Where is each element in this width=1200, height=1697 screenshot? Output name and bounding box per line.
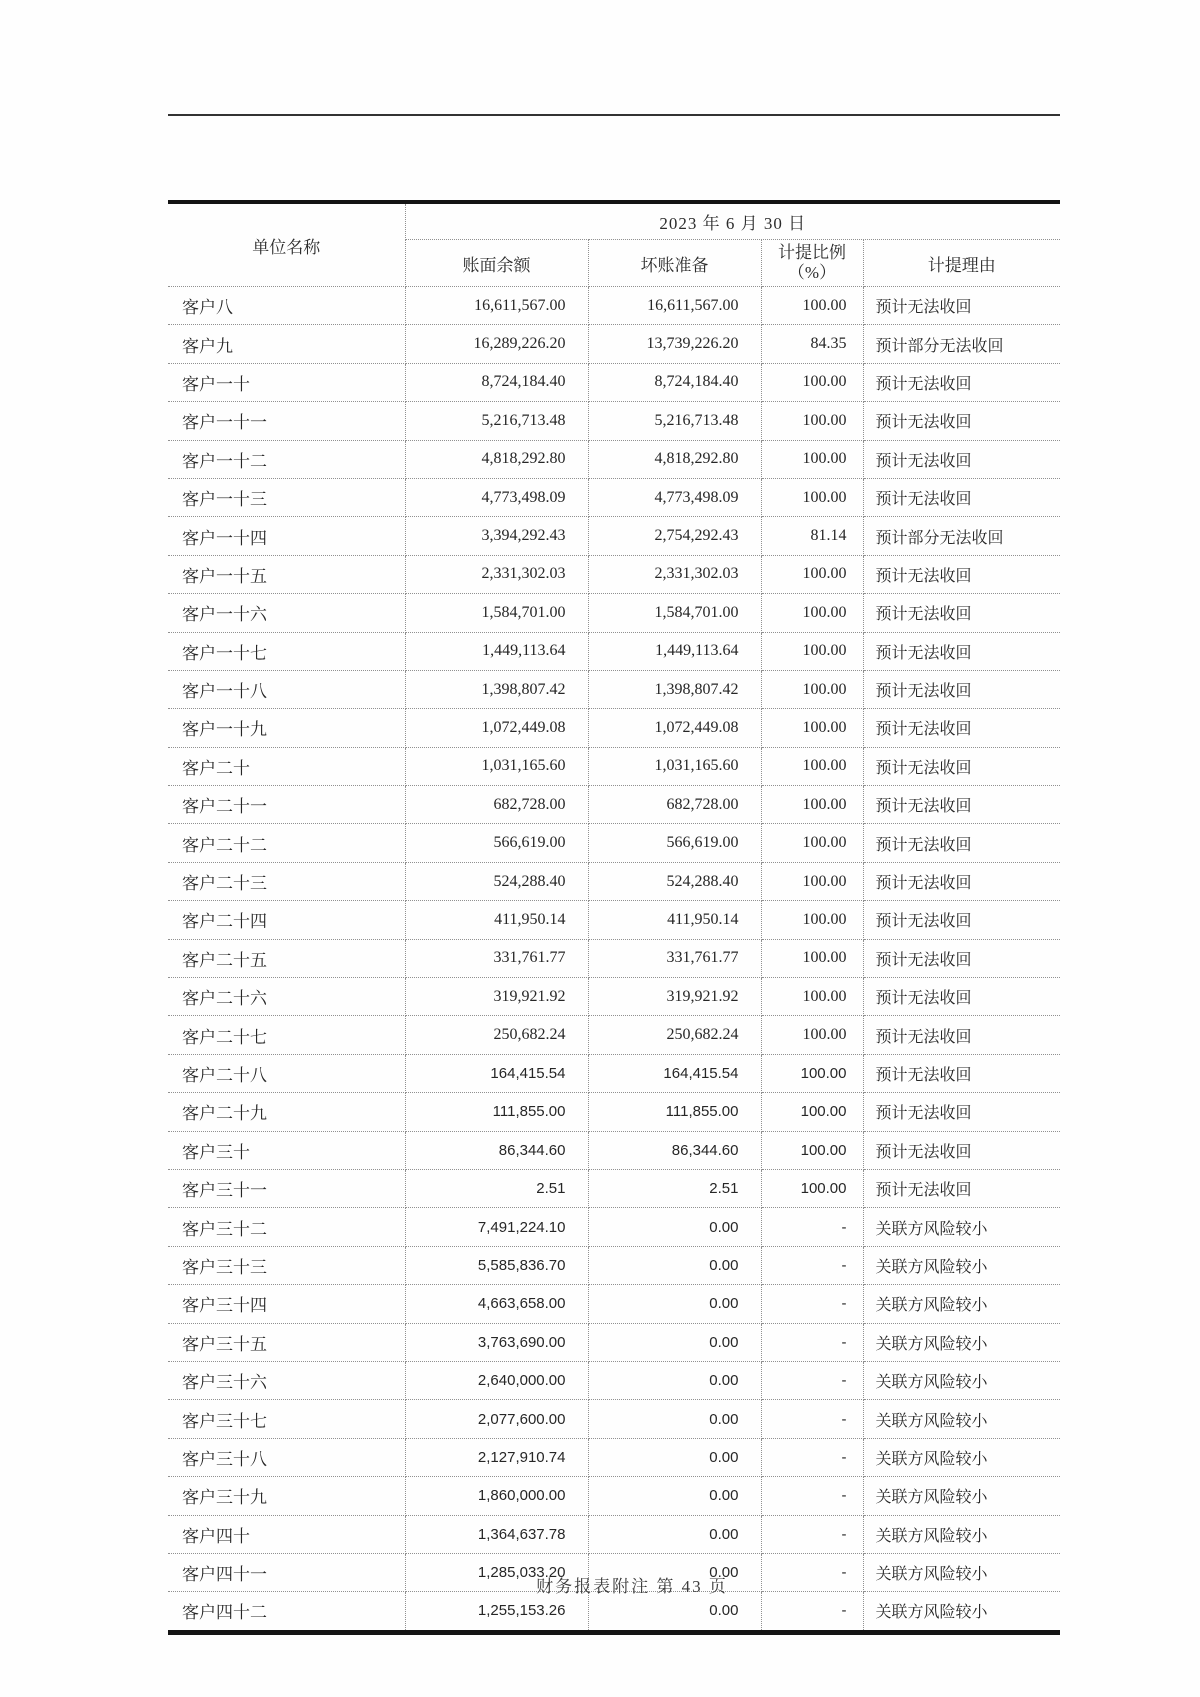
column-header-provision-reason: 计提理由 — [863, 240, 1060, 287]
customer-name-cell: 客户一十 — [168, 363, 405, 401]
table-row — [168, 1592, 1060, 1632]
customer-name-cell: 客户三十九 — [168, 1477, 405, 1515]
provision-reason-cell: 预计无法收回 — [863, 786, 1060, 824]
provision-reason-cell: 关联方风险较小 — [863, 1515, 1060, 1553]
table-row — [168, 363, 1060, 401]
bad-debt-provision-cell: 2.51 — [588, 1169, 761, 1207]
page-header-rule — [168, 114, 1060, 116]
book-balance-cell: 86,344.60 — [405, 1131, 588, 1169]
provision-ratio-cell: - — [761, 1246, 863, 1284]
book-balance-cell: 2,127,910.74 — [405, 1438, 588, 1476]
book-balance-cell: 2,077,600.00 — [405, 1400, 588, 1438]
table-row — [168, 555, 1060, 593]
bad-debt-provision-cell: 566,619.00 — [588, 824, 761, 862]
provision-ratio-cell: 100.00 — [761, 1169, 863, 1207]
customer-name-cell: 客户一十六 — [168, 594, 405, 632]
provision-ratio-cell: 100.00 — [761, 939, 863, 977]
provision-ratio-cell: 100.00 — [761, 632, 863, 670]
bad-debt-provision-cell: 0.00 — [588, 1477, 761, 1515]
table-row — [168, 824, 1060, 862]
provision-reason-cell: 预计部分无法收回 — [863, 325, 1060, 363]
provision-reason-cell: 预计无法收回 — [863, 747, 1060, 785]
provision-ratio-cell: 100.00 — [761, 555, 863, 593]
provision-ratio-cell: 100.00 — [761, 402, 863, 440]
provision-ratio-cell: 100.00 — [761, 747, 863, 785]
book-balance-cell: 111,855.00 — [405, 1093, 588, 1131]
book-balance-cell: 2,331,302.03 — [405, 555, 588, 593]
customer-name-cell: 客户二十五 — [168, 939, 405, 977]
provision-reason-cell: 关联方风险较小 — [863, 1208, 1060, 1246]
provision-ratio-cell: 100.00 — [761, 1054, 863, 1092]
book-balance-cell: 16,611,567.00 — [405, 287, 588, 325]
book-balance-cell: 5,216,713.48 — [405, 402, 588, 440]
provision-reason-cell: 预计无法收回 — [863, 1016, 1060, 1054]
customer-name-cell: 客户二十四 — [168, 901, 405, 939]
book-balance-cell: 2.51 — [405, 1169, 588, 1207]
provision-reason-cell: 预计无法收回 — [863, 594, 1060, 632]
customer-name-cell: 客户二十七 — [168, 1016, 405, 1054]
ratio-label-line1: 计提比例 — [778, 243, 846, 262]
book-balance-cell: 250,682.24 — [405, 1016, 588, 1054]
customer-name-cell: 客户八 — [168, 287, 405, 325]
column-header-provision-ratio — [761, 240, 863, 287]
customer-name-cell: 客户二十八 — [168, 1054, 405, 1092]
table-row — [168, 325, 1060, 363]
provision-reason-cell: 预计无法收回 — [863, 824, 1060, 862]
customer-name-cell: 客户一十二 — [168, 440, 405, 478]
customer-name-cell: 客户三十八 — [168, 1438, 405, 1476]
customer-name-cell: 客户一十八 — [168, 670, 405, 708]
customer-name-cell: 客户一十七 — [168, 632, 405, 670]
bad-debt-provision-cell: 86,344.60 — [588, 1131, 761, 1169]
provision-ratio-cell: 100.00 — [761, 670, 863, 708]
customer-name-cell: 客户三十一 — [168, 1169, 405, 1207]
table-row — [168, 1131, 1060, 1169]
provision-ratio-cell: - — [761, 1208, 863, 1246]
bad-debt-provision-cell: 0.00 — [588, 1285, 761, 1323]
table-row — [168, 747, 1060, 785]
customer-name-cell: 客户一十三 — [168, 478, 405, 516]
table-row — [168, 1400, 1060, 1438]
provision-reason-cell: 预计无法收回 — [863, 901, 1060, 939]
table-row — [168, 1016, 1060, 1054]
bad-debt-provision-cell: 1,398,807.42 — [588, 670, 761, 708]
provision-reason-cell: 预计无法收回 — [863, 1093, 1060, 1131]
table-row — [168, 287, 1060, 325]
bad-debt-provision-table — [168, 200, 1060, 1635]
bad-debt-provision-cell: 1,072,449.08 — [588, 709, 761, 747]
provision-ratio-cell: - — [761, 1477, 863, 1515]
bad-debt-provision-cell: 682,728.00 — [588, 786, 761, 824]
provision-reason-cell: 关联方风险较小 — [863, 1477, 1060, 1515]
provision-reason-cell: 关联方风险较小 — [863, 1361, 1060, 1399]
customer-name-cell: 客户三十二 — [168, 1208, 405, 1246]
provision-reason-cell: 预计无法收回 — [863, 1169, 1060, 1207]
bad-debt-provision-cell: 0.00 — [588, 1246, 761, 1284]
provision-ratio-cell: - — [761, 1592, 863, 1632]
provision-ratio-cell: 81.14 — [761, 517, 863, 555]
ratio-label-line2: （%） — [787, 263, 837, 282]
provision-ratio-cell: 100.00 — [761, 901, 863, 939]
provision-reason-cell: 预计无法收回 — [863, 709, 1060, 747]
customer-name-cell: 客户三十 — [168, 1131, 405, 1169]
provision-reason-cell: 预计无法收回 — [863, 440, 1060, 478]
bad-debt-provision-cell: 0.00 — [588, 1592, 761, 1632]
book-balance-cell: 1,255,153.26 — [405, 1592, 588, 1632]
table-row — [168, 1515, 1060, 1553]
table-row — [168, 786, 1060, 824]
table-row — [168, 901, 1060, 939]
bad-debt-provision-cell: 8,724,184.40 — [588, 363, 761, 401]
bad-debt-provision-cell: 2,754,292.43 — [588, 517, 761, 555]
provision-ratio-cell: 100.00 — [761, 1131, 863, 1169]
customer-name-cell: 客户一十四 — [168, 517, 405, 555]
provision-reason-cell: 预计无法收回 — [863, 632, 1060, 670]
provision-reason-cell: 关联方风险较小 — [863, 1246, 1060, 1284]
bad-debt-provision-cell: 111,855.00 — [588, 1093, 761, 1131]
provision-ratio-cell: 100.00 — [761, 363, 863, 401]
book-balance-cell: 524,288.40 — [405, 862, 588, 900]
customer-name-cell: 客户九 — [168, 325, 405, 363]
provision-reason-cell: 关联方风险较小 — [863, 1553, 1060, 1591]
customer-name-cell: 客户三十四 — [168, 1285, 405, 1323]
provision-reason-cell: 预计无法收回 — [863, 555, 1060, 593]
table-row — [168, 478, 1060, 516]
book-balance-cell: 682,728.00 — [405, 786, 588, 824]
book-balance-cell: 1,364,637.78 — [405, 1515, 588, 1553]
book-balance-cell: 2,640,000.00 — [405, 1361, 588, 1399]
book-balance-cell: 4,663,658.00 — [405, 1285, 588, 1323]
table-row — [168, 517, 1060, 555]
provision-reason-cell: 关联方风险较小 — [863, 1438, 1060, 1476]
table-row — [168, 594, 1060, 632]
provision-ratio-cell: 100.00 — [761, 287, 863, 325]
provision-reason-cell: 预计无法收回 — [863, 862, 1060, 900]
provision-ratio-cell: - — [761, 1323, 863, 1361]
customer-name-cell: 客户二十 — [168, 747, 405, 785]
provision-reason-cell: 预计无法收回 — [863, 1131, 1060, 1169]
customer-name-cell: 客户三十七 — [168, 1400, 405, 1438]
customer-name-cell: 客户一十一 — [168, 402, 405, 440]
provision-reason-cell: 预计无法收回 — [863, 478, 1060, 516]
table-row — [168, 402, 1060, 440]
table-row — [168, 632, 1060, 670]
provision-reason-cell: 预计无法收回 — [863, 978, 1060, 1016]
book-balance-cell: 4,773,498.09 — [405, 478, 588, 516]
bad-debt-provision-cell: 5,216,713.48 — [588, 402, 761, 440]
provision-reason-cell: 关联方风险较小 — [863, 1400, 1060, 1438]
bad-debt-provision-cell: 331,761.77 — [588, 939, 761, 977]
bad-debt-provision-cell: 1,584,701.00 — [588, 594, 761, 632]
bad-debt-provision-cell: 0.00 — [588, 1553, 761, 1591]
book-balance-cell: 164,415.54 — [405, 1054, 588, 1092]
column-header-date-group: 2023 年 6 月 30 日 — [405, 202, 1060, 240]
provision-ratio-cell: 100.00 — [761, 478, 863, 516]
book-balance-cell: 1,449,113.64 — [405, 632, 588, 670]
provision-ratio-cell: 100.00 — [761, 440, 863, 478]
bad-debt-provision-cell: 0.00 — [588, 1515, 761, 1553]
customer-name-cell: 客户三十三 — [168, 1246, 405, 1284]
table-row — [168, 862, 1060, 900]
bad-debt-provision-cell: 524,288.40 — [588, 862, 761, 900]
bad-debt-provision-cell: 164,415.54 — [588, 1054, 761, 1092]
column-header-book-balance: 账面余额 — [405, 240, 588, 287]
bad-debt-provision-cell: 13,739,226.20 — [588, 325, 761, 363]
table-row — [168, 939, 1060, 977]
table-header — [168, 202, 1060, 287]
provision-ratio-cell: 100.00 — [761, 594, 863, 632]
customer-name-cell: 客户二十三 — [168, 862, 405, 900]
provision-reason-cell: 关联方风险较小 — [863, 1285, 1060, 1323]
table-row — [168, 440, 1060, 478]
book-balance-cell: 3,763,690.00 — [405, 1323, 588, 1361]
bad-debt-provision-cell: 4,818,292.80 — [588, 440, 761, 478]
bad-debt-provision-cell: 16,611,567.00 — [588, 287, 761, 325]
provision-ratio-cell: 100.00 — [761, 786, 863, 824]
table-row — [168, 1361, 1060, 1399]
table-body — [168, 287, 1060, 1633]
provision-ratio-cell: - — [761, 1400, 863, 1438]
provision-reason-cell: 预计无法收回 — [863, 287, 1060, 325]
provision-ratio-cell: - — [761, 1515, 863, 1553]
provision-ratio-cell: - — [761, 1553, 863, 1591]
table-row — [168, 978, 1060, 1016]
provision-reason-cell: 预计无法收回 — [863, 402, 1060, 440]
book-balance-cell: 16,289,226.20 — [405, 325, 588, 363]
provision-ratio-cell: - — [761, 1285, 863, 1323]
page-footer: 财务报表附注 第 43 页 — [536, 1577, 728, 1596]
customer-name-cell: 客户一十五 — [168, 555, 405, 593]
provision-ratio-cell: 100.00 — [761, 709, 863, 747]
provision-ratio-cell: 100.00 — [761, 1093, 863, 1131]
customer-name-cell: 客户三十五 — [168, 1323, 405, 1361]
provision-ratio-cell: 100.00 — [761, 824, 863, 862]
customer-name-cell: 客户四十 — [168, 1515, 405, 1553]
bad-debt-provision-cell: 0.00 — [588, 1438, 761, 1476]
table-row — [168, 1093, 1060, 1131]
table-row — [168, 1246, 1060, 1284]
book-balance-cell: 7,491,224.10 — [405, 1208, 588, 1246]
book-balance-cell: 4,818,292.80 — [405, 440, 588, 478]
book-balance-cell: 8,724,184.40 — [405, 363, 588, 401]
table-row — [168, 1169, 1060, 1207]
book-balance-cell: 1,398,807.42 — [405, 670, 588, 708]
customer-name-cell: 客户二十六 — [168, 978, 405, 1016]
customer-name-cell: 客户一十九 — [168, 709, 405, 747]
bad-debt-provision-cell: 0.00 — [588, 1361, 761, 1399]
provision-ratio-cell: - — [761, 1438, 863, 1476]
customer-name-cell: 客户二十一 — [168, 786, 405, 824]
provision-ratio-cell: - — [761, 1361, 863, 1399]
bad-debt-provision-cell: 4,773,498.09 — [588, 478, 761, 516]
book-balance-cell: 1,584,701.00 — [405, 594, 588, 632]
table-row — [168, 709, 1060, 747]
provision-ratio-cell: 100.00 — [761, 978, 863, 1016]
customer-name-cell: 客户四十二 — [168, 1592, 405, 1632]
provision-reason-cell: 预计无法收回 — [863, 1054, 1060, 1092]
provision-reason-cell: 预计无法收回 — [863, 363, 1060, 401]
customer-name-cell: 客户二十二 — [168, 824, 405, 862]
book-balance-cell: 5,585,836.70 — [405, 1246, 588, 1284]
provision-reason-cell: 预计部分无法收回 — [863, 517, 1060, 555]
bad-debt-provision-cell: 1,449,113.64 — [588, 632, 761, 670]
book-balance-cell: 331,761.77 — [405, 939, 588, 977]
bad-debt-provision-cell: 0.00 — [588, 1323, 761, 1361]
book-balance-cell: 411,950.14 — [405, 901, 588, 939]
book-balance-cell: 3,394,292.43 — [405, 517, 588, 555]
table-row — [168, 1208, 1060, 1246]
customer-name-cell: 客户三十六 — [168, 1361, 405, 1399]
provision-ratio-cell: 100.00 — [761, 1016, 863, 1054]
provision-reason-cell: 关联方风险较小 — [875, 1604, 988, 1622]
customer-name-cell: 客户四十一 — [168, 1553, 405, 1591]
provision-reason-cell: 预计无法收回 — [863, 939, 1060, 977]
table-row — [168, 1477, 1060, 1515]
table-row — [168, 1054, 1060, 1092]
table-row — [168, 1285, 1060, 1323]
column-header-unit-name: 单位名称 — [168, 202, 405, 287]
customer-name-cell: 客户二十九 — [168, 1093, 405, 1131]
provision-reason-cell: 关联方风险较小 — [863, 1323, 1060, 1361]
provision-ratio-cell: 100.00 — [761, 862, 863, 900]
bad-debt-provision-cell: 0.00 — [588, 1400, 761, 1438]
bad-debt-provision-cell: 2,331,302.03 — [588, 555, 761, 593]
table-row — [168, 670, 1060, 708]
bad-debt-provision-cell: 411,950.14 — [588, 901, 761, 939]
book-balance-cell: 1,072,449.08 — [405, 709, 588, 747]
bad-debt-provision-cell: 0.00 — [588, 1208, 761, 1246]
bad-debt-provision-cell: 319,921.92 — [588, 978, 761, 1016]
book-balance-cell: 1,031,165.60 — [405, 747, 588, 785]
column-header-bad-debt-provision: 坏账准备 — [588, 240, 761, 287]
header-row-date — [168, 202, 1060, 240]
book-balance-cell: 1,860,000.00 — [405, 1477, 588, 1515]
table-row — [168, 1323, 1060, 1361]
book-balance-cell: 1,285,033.20 — [405, 1553, 588, 1591]
bad-debt-provision-cell: 250,682.24 — [588, 1016, 761, 1054]
provision-ratio-cell: 84.35 — [761, 325, 863, 363]
book-balance-cell: 319,921.92 — [405, 978, 588, 1016]
provision-reason-cell: 预计无法收回 — [863, 670, 1060, 708]
table-row — [168, 1438, 1060, 1476]
bad-debt-provision-cell: 1,031,165.60 — [588, 747, 761, 785]
book-balance-cell: 566,619.00 — [405, 824, 588, 862]
